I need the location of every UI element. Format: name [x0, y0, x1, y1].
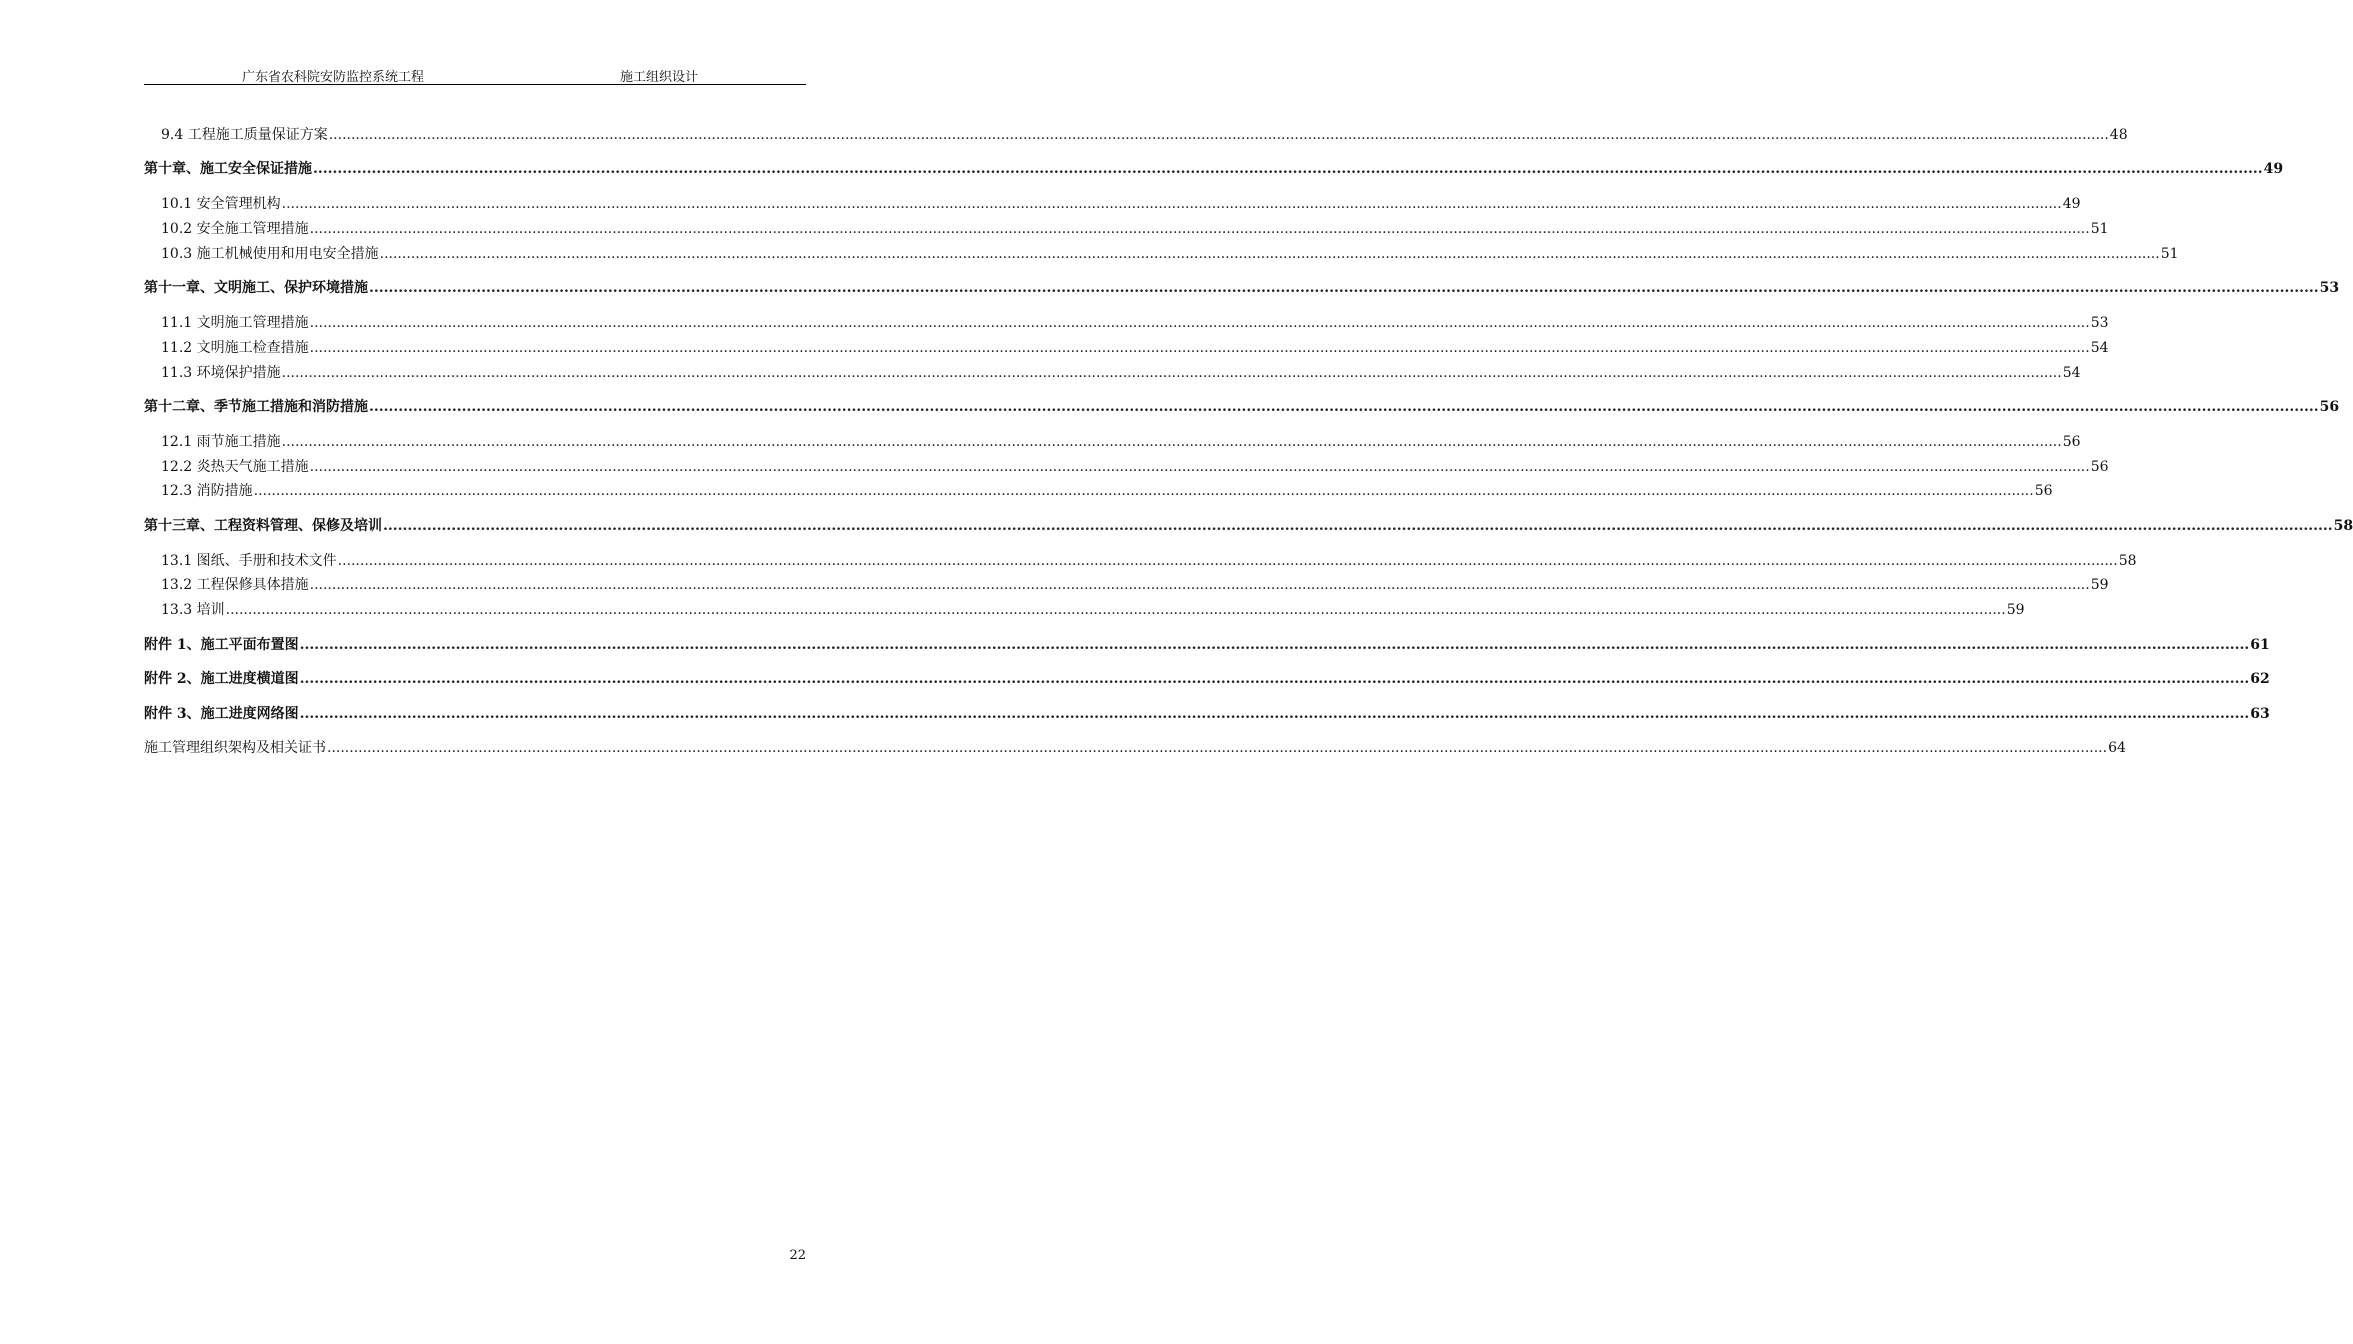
toc-entry-page: 49: [2263, 161, 2284, 177]
toc-leader-dots: ................................................................................................................................................................................................................................................................................................................................................................................................................: [281, 434, 2062, 450]
toc-entry-title: 13.2 工程保修具体措施: [161, 577, 309, 593]
toc-entry-page: 59: [2006, 602, 2025, 618]
toc-entry[interactable]: [144, 634, 2270, 658]
toc-leader-dots: ................................................................................................................................................................................................................................................................................................................................................................................................................: [369, 399, 2319, 415]
header-document-type: 施工组织设计: [620, 70, 699, 85]
toc-entry-title: 附件 2、施工进度横道图: [144, 671, 299, 687]
toc-leader-dots: ................................................................................................................................................................................................................................................................................................................................................................................................................: [309, 459, 2090, 475]
toc-entry-page: 56: [2090, 459, 2109, 475]
toc-entry-title: 10.1 安全管理机构: [161, 196, 281, 212]
toc-entry-title: 12.1 雨节施工措施: [161, 434, 281, 450]
toc-entry[interactable]: [144, 193, 2081, 217]
toc-entry-title: 附件 1、施工平面布置图: [144, 637, 299, 653]
toc-entry-title: 11.3 环境保护措施: [161, 365, 281, 381]
toc-leader-dots: ................................................................................................................................................................................................................................................................................................................................................................................................................: [299, 706, 2250, 722]
toc-entry[interactable]: [144, 158, 2284, 182]
toc-entry[interactable]: [144, 599, 2025, 623]
toc-entry-title: 9.4 工程施工质量保证方案: [161, 127, 328, 143]
toc-entry[interactable]: [144, 703, 2270, 727]
toc-leader-dots: ................................................................................................................................................................................................................................................................................................................................................................................................................: [379, 246, 2160, 262]
toc-entry-page: 53: [2319, 280, 2340, 296]
toc-leader-dots: ................................................................................................................................................................................................................................................................................................................................................................................................................: [313, 161, 2263, 177]
toc-entry[interactable]: [144, 456, 2109, 480]
toc-entry-title: 第十三章、工程资料管理、保修及培训: [144, 518, 382, 534]
toc-entry-page: 56: [2034, 483, 2053, 499]
header-project-title: 广东省农科院安防监控系统工程: [242, 70, 425, 85]
toc-leader-dots: ................................................................................................................................................................................................................................................................................................................................................................................................................: [281, 196, 2062, 212]
page-number: 22: [789, 1248, 806, 1263]
toc-entry-title: 附件 3、施工进度网络图: [144, 706, 299, 722]
toc-entry[interactable]: [144, 396, 2340, 420]
toc-entry-title: 13.1 图纸、手册和技术文件: [161, 553, 337, 569]
toc-leader-dots: ................................................................................................................................................................................................................................................................................................................................................................................................................: [299, 671, 2250, 687]
toc-entry-page: 48: [2109, 127, 2128, 143]
toc-entry[interactable]: [144, 362, 2081, 386]
toc-leader-dots: ................................................................................................................................................................................................................................................................................................................................................................................................................: [309, 221, 2090, 237]
toc-entry-title: 第十二章、季节施工措施和消防措施: [144, 399, 368, 415]
toc-entry-page: 56: [2319, 399, 2340, 415]
toc-entry[interactable]: [144, 312, 2109, 336]
toc-entry-page: 63: [2250, 706, 2270, 722]
toc-entry-title: 10.3 施工机械使用和用电安全措施: [161, 246, 379, 262]
toc-entry-page: 49: [2062, 196, 2081, 212]
toc-entry-page: 58: [2118, 553, 2137, 569]
toc-entry-page: 56: [2062, 434, 2081, 450]
toc-leader-dots: ................................................................................................................................................................................................................................................................................................................................................................................................................: [309, 340, 2090, 356]
toc-entry[interactable]: [144, 574, 2109, 598]
toc-leader-dots: ................................................................................................................................................................................................................................................................................................................................................................................................................: [383, 518, 2333, 534]
toc-entry[interactable]: [144, 337, 2109, 361]
toc-entry-page: 54: [2062, 365, 2081, 381]
toc-entry-page: 64: [2108, 740, 2126, 756]
toc-entry-page: 61: [2250, 637, 2270, 653]
toc-entry-page: 59: [2090, 577, 2109, 593]
toc-leader-dots: ................................................................................................................................................................................................................................................................................................................................................................................................................: [225, 602, 2006, 618]
toc-entry-title: 第十章、施工安全保证措施: [144, 161, 312, 177]
toc-leader-dots: ................................................................................................................................................................................................................................................................................................................................................................................................................: [281, 365, 2062, 381]
toc-leader-dots: ................................................................................................................................................................................................................................................................................................................................................................................................................: [369, 280, 2319, 296]
toc-entry-page: 51: [2090, 221, 2109, 237]
toc-entry-title: 11.1 文明施工管理措施: [161, 315, 309, 331]
toc-entry[interactable]: [144, 218, 2109, 242]
toc-entry[interactable]: [144, 124, 2128, 148]
toc-leader-dots: ................................................................................................................................................................................................................................................................................................................................................................................................................: [253, 483, 2034, 499]
toc-entry-title: 12.3 消防措施: [161, 483, 253, 499]
toc-entry[interactable]: [144, 515, 2353, 539]
toc-entry-title: 第十一章、文明施工、保护环境措施: [144, 280, 368, 296]
toc-entry-title: 11.2 文明施工检查措施: [161, 340, 309, 356]
toc-entry[interactable]: [144, 431, 2081, 455]
toc-entry-page: 53: [2090, 315, 2109, 331]
toc-entry-page: 54: [2090, 340, 2109, 356]
toc-entry-title: 13.3 培训: [161, 602, 225, 618]
toc-leader-dots: ................................................................................................................................................................................................................................................................................................................................................................................................................: [337, 553, 2118, 569]
toc-entry[interactable]: [144, 737, 2126, 761]
toc-leader-dots: ................................................................................................................................................................................................................................................................................................................................................................................................................: [327, 740, 2108, 756]
toc-entry-page: 51: [2160, 246, 2179, 262]
toc-entry[interactable]: [144, 550, 2137, 574]
toc-entry[interactable]: [144, 277, 2340, 301]
toc-leader-dots: ................................................................................................................................................................................................................................................................................................................................................................................................................: [299, 637, 2250, 653]
page-header: [144, 64, 806, 85]
toc-entry-page: 58: [2333, 518, 2353, 534]
toc-entry[interactable]: [144, 480, 2053, 504]
toc-entry-title: 10.2 安全施工管理措施: [161, 221, 309, 237]
toc-leader-dots: ................................................................................................................................................................................................................................................................................................................................................................................................................: [309, 577, 2090, 593]
toc-leader-dots: ................................................................................................................................................................................................................................................................................................................................................................................................................: [309, 315, 2090, 331]
toc-entry[interactable]: [144, 668, 2270, 692]
toc-entry-page: 62: [2250, 671, 2270, 687]
toc-entry[interactable]: [144, 243, 2179, 267]
toc-leader-dots: ................................................................................................................................................................................................................................................................................................................................................................................................................: [328, 127, 2109, 143]
toc-entry-title: 12.2 炎热天气施工措施: [161, 459, 309, 475]
toc-entry-title: 施工管理组织架构及相关证书: [144, 740, 326, 756]
